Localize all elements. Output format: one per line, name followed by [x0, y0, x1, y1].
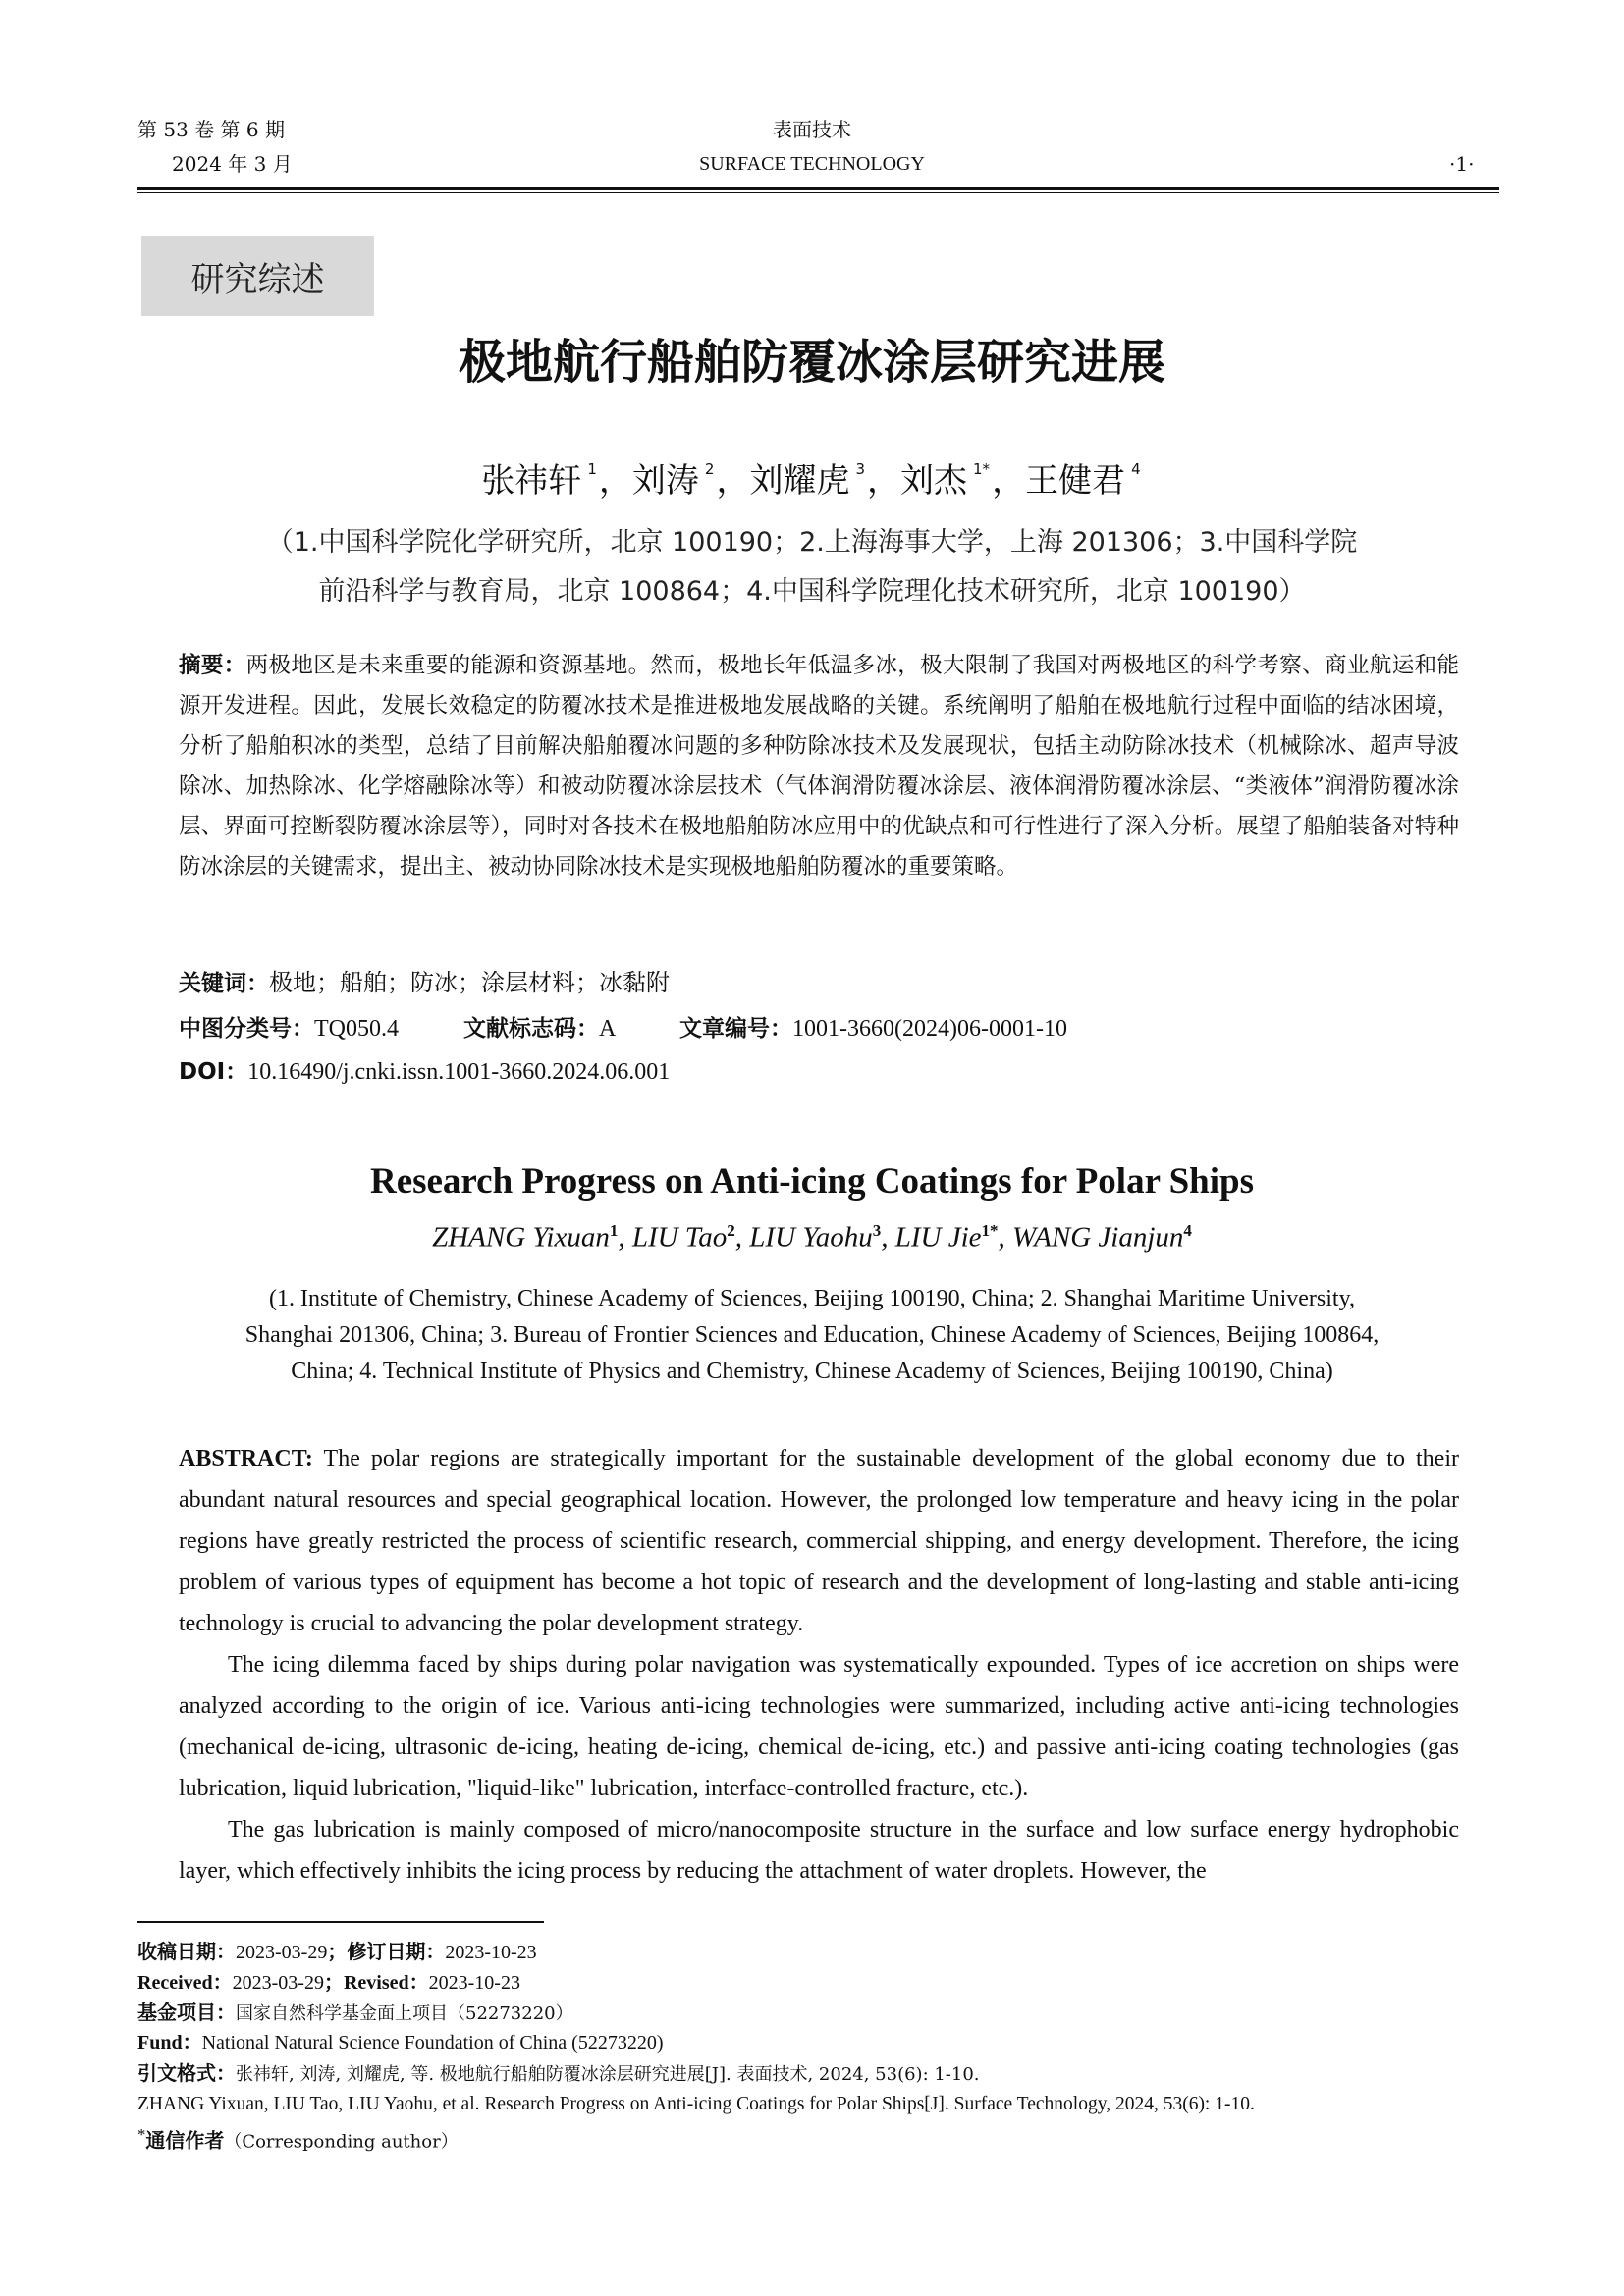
header-volume: 第 53 卷 第 6 期: [137, 118, 285, 141]
corresponding-en: （Corresponding author）: [224, 2131, 459, 2153]
en-abstract-label: ABSTRACT:: [179, 1446, 313, 1471]
cn-affiliations: [196, 518, 1428, 616]
article-no-value: 1001-3660(2024)06-0001-10: [792, 1016, 1067, 1041]
cite-cn-label: 引文格式：: [137, 2061, 236, 2085]
revised-cn-label: ；修订日期：: [327, 1940, 446, 1963]
received-cn-date: 2023-03-29: [236, 1942, 328, 1963]
cn-keywords-text: 极地；船舶；防冰；涂层材料；冰黏附: [269, 969, 670, 996]
cn-author-name: 刘涛: [631, 461, 699, 501]
cn-classification-row: [179, 1014, 1067, 1043]
en-abstract-text: The polar regions are strategically important for the sustainable development of the global economy due to their abundant natural resources and special geographical location. However, the prolonged low temperature and heavy icing in the polar regions have greatly restricted the process of scientific research, commercial shipping, and energy development. Therefore, the icing problem of various types of equipment has become a hot topic of research and the development of long-lasting and stable anti-icing technology is crucial to advancing the polar development strategy.: [179, 1446, 1459, 1636]
cn-author-name: 王健君: [1025, 461, 1126, 501]
en-abstract-paragraph: The gas lubrication is mainly composed of micro/nanocomposite structure in the surface and low surface energy hydrophobic layer, which effectively inhibits the icing process by reducing the attachment of water droplets. However, the: [179, 1817, 1459, 1884]
cn-author-name: 刘杰: [900, 461, 968, 501]
fund-cn-text: 国家自然科学基金面上项目（52273220）: [236, 2003, 573, 2024]
cn-abstract-label: 摘要：: [179, 653, 246, 678]
cn-affiliation-line: 前沿科学与教育局，北京 100864；4.中国科学院理化技术研究所，北京 100190）: [318, 576, 1306, 607]
cn-affiliation-line: （1.中国科学院化学研究所，北京 100190；2.上海海事大学，上海 201306；3.中国科学院: [266, 527, 1358, 558]
en-abstract-paragraph: The icing dilemma faced by ships during polar navigation was systematically expounded. Types of ice accretion on ships were analyzed according to the origin of ice. Various anti-icing technologies were summarized, including active anti-icing technologies (mechanical de-icing, ultrasonic de-icing, heating de-icing, chemical de-icing, etc.) and passive anti-icing coating technologies (gas lubrication, liquid lubrication, "liquid-like" lubrication, interface-controlled fracture, etc.).: [179, 1652, 1459, 1801]
doi-value[interactable]: 10.16490/j.cnki.issn.1001-3660.2024.06.001: [247, 1059, 671, 1085]
revised-cn-date: 2023-10-23: [445, 1942, 537, 1963]
en-author-name: LIU Yaohu: [749, 1221, 873, 1254]
en-author-name: WANG Jianjun: [1012, 1221, 1184, 1254]
en-abstract: [179, 1438, 1459, 1892]
article-no-label: 文章编号：: [679, 1016, 793, 1041]
en-author-name: LIU Tao: [631, 1221, 728, 1254]
footnote-citation-en: ZHANG Yixuan, LIU Tao, LIU Yaohu, et al. Research Progress on Anti-icing Coatings for Polar Ships[J]. Surface Technology, 2024, 53(6): 1-10.: [137, 2094, 1255, 2114]
fund-cn-label: 基金项目：: [137, 2001, 236, 2024]
clc-label: 中图分类号：: [179, 1016, 314, 1041]
cn-keywords-label: 关键词：: [179, 971, 269, 996]
en-abstract-paragraph: [179, 1438, 1459, 1644]
doc-code-label: 文献标志码：: [463, 1016, 599, 1041]
en-author-sup: 2: [727, 1221, 735, 1240]
clc-value: TQ050.4: [314, 1016, 399, 1041]
header-journal-cn: 表面技术: [773, 118, 851, 141]
revised-en-label: ；Revised：: [323, 1972, 429, 1994]
corresponding-cn: 通信作者: [145, 2128, 225, 2153]
received-en-label: Received：: [137, 1972, 233, 1994]
header-rule-thin: [137, 192, 1499, 193]
header-date: 2024 年 3 月: [172, 152, 293, 176]
header-rule-thick: [137, 187, 1499, 190]
cn-keywords: [179, 968, 670, 998]
footnote-received-en: [137, 1970, 1512, 1996]
doi-row: [179, 1057, 670, 1087]
en-title: Research Progress on Anti-icing Coatings for Polar Ships: [369, 1161, 1255, 1201]
en-affiliation-line: (1. Institute of Chemistry, Chinese Academy of Sciences, Beijing 100190, China; 2. Shanghai Maritime University,: [268, 1286, 1356, 1311]
en-author-name: LIU Jie: [894, 1221, 982, 1254]
cn-author-sup: 1: [587, 460, 597, 478]
revised-en-date: 2023-10-23: [428, 1972, 520, 1994]
doc-code-value: A: [599, 1016, 616, 1041]
en-author-sup: 3: [872, 1221, 882, 1240]
fund-en-text: National Natural Science Foundation of China (52273220): [201, 2032, 664, 2054]
en-authors: ZHANG Yixuan$^1$, LIU Tao$^2$, LIU Yaohu$^3$, LIU Jie$^{1*}$, WANG Jianjun$^4$: [432, 1221, 1192, 1254]
cn-author-sup: 1*: [973, 460, 991, 478]
en-affiliation-line: Shanghai 201306, China; 3. Bureau of Frontier Sciences and Education, Chinese Academy of Sciences, Beijing 100864,: [244, 1322, 1380, 1348]
cn-abstract-text: 两极地区是未来重要的能源和资源基地。然而，极地长年低温多冰，极大限制了我国对两极地区的科学考察、商业航运和能源开发进程。因此，发展长效稳定的防覆冰技术是推进极地发展战略的关键。系统阐明了船舶在极地航行过程中面临的结冰困境，分析了船舶积冰的类型，总结了目前解决船舶覆冰问题的多种防除冰技术及发展现状，包括主动防除冰技术（机械除冰、超声导波除冰、加热除冰、化学熔融除冰等）和被动防覆冰涂层技术（气体润滑防覆冰涂层、液体润滑防覆冰涂层、“类液体”润滑防覆冰涂层、界面可控断裂防覆冰涂层等），同时对各技术在极地船舶防冰应用中的优缺点和可行性进行了深入分析。展望了船舶装备对特种防冰涂层的关键需求，提出主、被动协同除冰技术是实现极地船舶防覆冰的重要策略。: [179, 653, 1459, 880]
fund-en-label: Fund：: [137, 2032, 202, 2054]
corresponding-mark: *: [137, 2125, 146, 2144]
cn-author-sup: 4: [1131, 460, 1141, 478]
cn-authors: 张祎轩 $^1$，刘涛 $^2$，刘耀虎 $^3$，刘杰 $^{1*}$，王健君 $^4$: [481, 460, 1141, 501]
en-author-sup: 1*: [981, 1221, 999, 1240]
cn-abstract: [179, 646, 1459, 887]
header-page-number: ·1·: [1449, 152, 1475, 176]
footnote-corresponding: [137, 2122, 1512, 2156]
footnote-rule: [137, 1921, 544, 1923]
received-en-date: 2023-03-29: [232, 1972, 324, 1994]
received-cn-label: 收稿日期：: [137, 1940, 236, 1963]
en-author-name: ZHANG Yixuan: [432, 1221, 610, 1254]
section-label: 研究综述: [141, 236, 374, 316]
en-affiliations: [196, 1281, 1428, 1390]
header-journal-en: SURFACE TECHNOLOGY: [699, 153, 925, 175]
cite-cn-text: 张祎轩, 刘涛, 刘耀虎, 等. 极地航行船舶防覆冰涂层研究进展[J]. 表面技术, 2024, 53(6): 1-10.: [236, 2064, 980, 2085]
cn-author-sup: 2: [704, 460, 715, 478]
en-author-sup: 4: [1183, 1221, 1192, 1240]
footnote-fund-en: [137, 2030, 1512, 2056]
en-affiliation-line: China; 4. Technical Institute of Physics and Chemistry, Chinese Academy of Sciences, Beijing 100190, China): [291, 1359, 1333, 1384]
cn-author-sup: 3: [855, 460, 866, 478]
doi-label: DOI：: [179, 1059, 248, 1085]
footnote-received-cn: [137, 1939, 1512, 1965]
cn-author-name: 刘耀虎: [749, 461, 850, 501]
footnote-fund-cn: [137, 2000, 1512, 2027]
footnote-citation-cn: [137, 2060, 1512, 2088]
en-author-sup: 1: [609, 1221, 619, 1240]
cn-author-name: 张祎轩: [481, 461, 582, 501]
cn-title: 极地航行船舶防覆冰涂层研究进展: [458, 335, 1165, 390]
